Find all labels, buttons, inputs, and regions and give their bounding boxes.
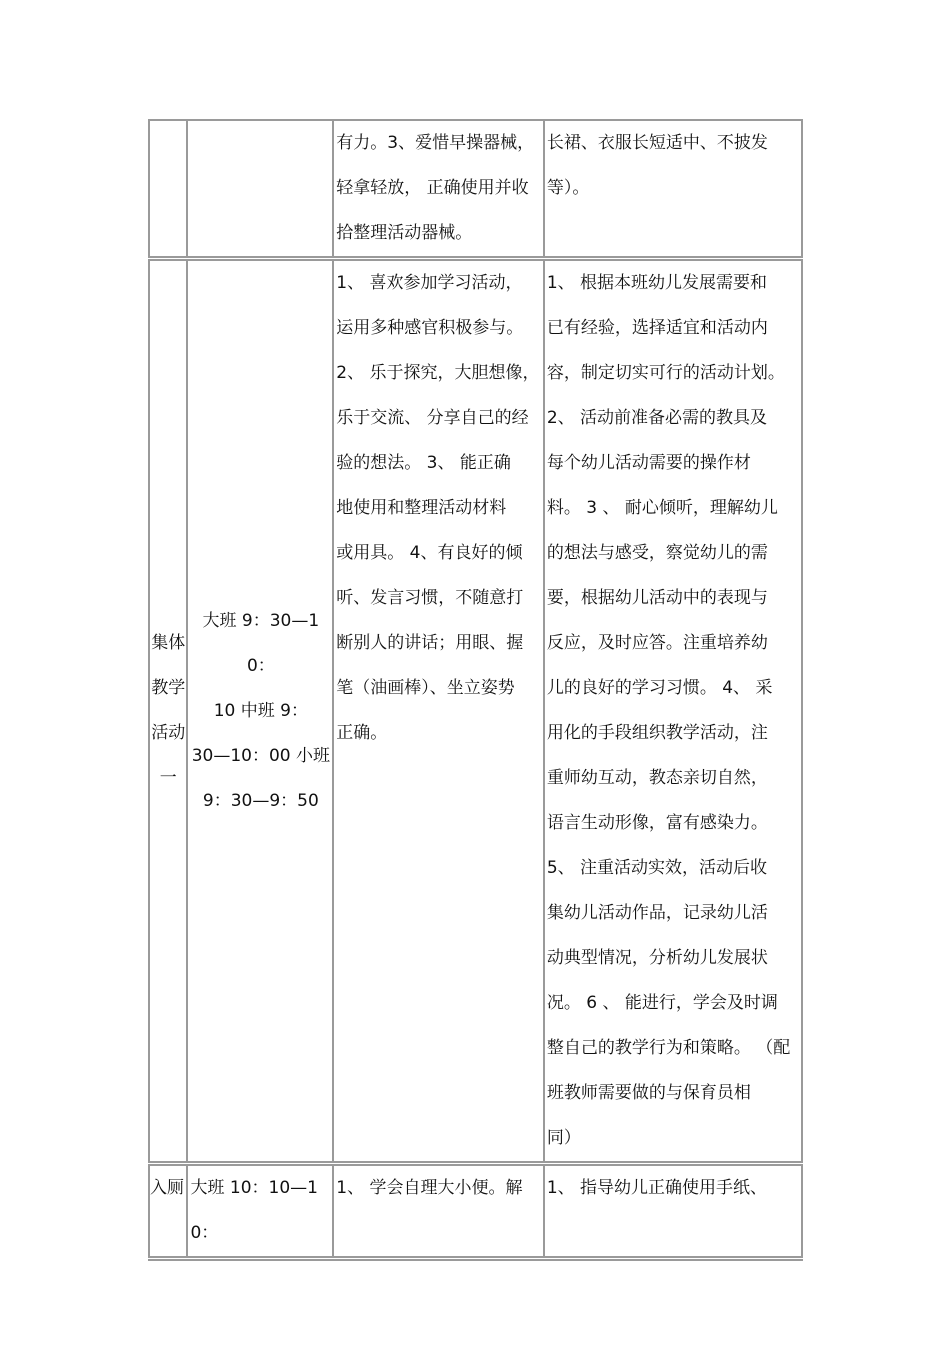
table-row xyxy=(149,120,802,259)
child-goals-cell xyxy=(333,1164,544,1259)
time-cell xyxy=(187,120,333,259)
teacher-tasks-text: 1、 指导幼儿正确使用手纸、 xyxy=(546,1178,768,1198)
time-cell xyxy=(187,1164,333,1259)
child-goals-cell xyxy=(333,120,544,259)
child-goals-cell xyxy=(333,259,544,1164)
activity-cell xyxy=(149,120,187,259)
teacher-tasks-cell xyxy=(544,120,802,259)
activity-text: 集体 教学 活动 一 xyxy=(151,633,186,788)
time-cell xyxy=(187,259,333,1164)
activity-cell xyxy=(149,259,187,1164)
teacher-tasks-cell xyxy=(544,259,802,1164)
activity-cell xyxy=(149,1164,187,1259)
child-goals-text: 1、 学会自理大小便。解 xyxy=(336,1178,523,1198)
time-text: 大班 9：30—10： 10 中班 9： 30—10：00 小班 9：30—9：50 xyxy=(191,610,331,811)
child-goals-text: 有力。3、爱惜早操器械， 轻拿轻放， 正确使用并收 拾整理活动器械。 xyxy=(336,133,535,243)
schedule-table xyxy=(148,119,803,1261)
activity-text: 入厕 xyxy=(150,1178,184,1198)
table-row xyxy=(149,1164,802,1259)
table-row xyxy=(149,259,802,1164)
time-text: 大班 10：10—10： xyxy=(190,1178,318,1243)
child-goals-text: 1、 喜欢参加学习活动， 运用多种感官积极参与。 2、 乐于探究，大胆想像， 乐于交流、 分享自己的经 验的想法。 3、 能正确 地使用和整理活动材料 或用具。 4、有良好的倾 听、发言习惯，不随意打 断别人的讲话；用眼、握 笔（油画棒）、坐立姿势 正确。 xyxy=(336,273,540,743)
teacher-tasks-text: 长裙、衣服长短适中、不披发 等）。 xyxy=(546,133,768,198)
teacher-tasks-cell xyxy=(544,1164,802,1259)
teacher-tasks-text: 1、 根据本班幼儿发展需要和 已有经验，选择适宜和活动内 容，制定切实可行的活动计划。 2、 活动前准备必需的教具及 每个幼儿活动需要的操作材 料。 3 、 耐心倾听，理解幼儿 的想法与感受，察觉幼儿的需 要，根据幼儿活动中的表现与 反应，及时应答。注重培养幼 儿的良好的学习习惯。 4、 采 用化的手段组织教学活动，注 重师幼互动，教态亲切自然， 语言生动形像，富有感染力。 5、 注重活动实效，活动后收 集幼儿活动作品，记录幼儿活 动典型情况，分析幼儿发展状 况。 6 、 能进行，学会及时调 整自己的教学行为和策略。 （配 班教师需要做的与保育员相 同） xyxy=(546,273,791,1148)
